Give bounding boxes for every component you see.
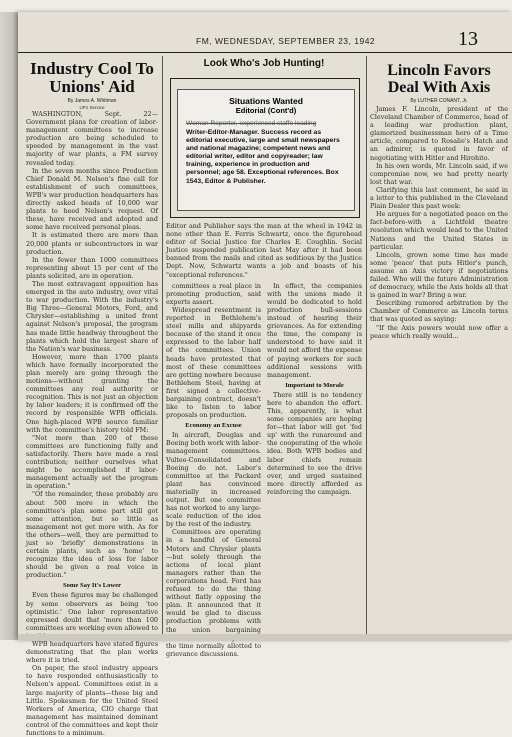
ad-section-title: Situations Wanted: [229, 96, 303, 106]
article-job-hunting: [166, 56, 362, 658]
binding-edge: [0, 12, 18, 640]
ad-text: Writer-Editor-Manager. Success record as editorial executive, large and small newspapers and national magazine; competent news and editorial writer, editor and copyreader; law training, experience in production and personnel; age 58. Exceptional references. Box 1543, Editor & Publisher.: [186, 129, 340, 185]
article-industry-cool: [26, 56, 158, 737]
headline: Industry Cool To Unions' Aid: [30, 59, 154, 96]
paragraph: On paper, the steel industry appears to have responded enthusiastically to Nelson's appeal. Committees exist in a large majority of plants—those big and Little. Spokesmen for the United Steel Workers of America, CIO charge that management has maintained dominant control of the committees and kept their functions to a minimum.: [26, 664, 158, 737]
paragraph: Widespread resentment is reported in Bethlehem's steel mills and shipyards because of the stand it once expressed to the labor half of the committees. Union heads have protested that most of these committees are getting nowhere because Bethlehem Steel, having at first signed a collective-bargaining contract, doesn't like to listen to labor proposals on production.: [166, 305, 261, 420]
paragraph: James F. Lincoln, president of the Cleveland Chamber of Commerce, head of a leading war production plant, glamorized businessman hero of a Time article, compared to Rosalie's Hatch and an admirer, is quoted in favor of negotiating with Hitler and Hirohito.: [370, 105, 508, 162]
paragraph: "Of the remainder, these probably are about 500 more in which the committee's plan some part still got some attention, but so little as management not get more with. As for the others—well, they are permitted to just so 'briefly' demonstrations in certain plants, such as 'home' to recognize the idea of loss for labor should be given a real voice in production.": [26, 490, 158, 580]
byline: By James A. Whitman: [67, 98, 117, 104]
struck-ad-line: Woman Reporter, experienced staffe leading: [186, 120, 317, 127]
paragraph: In the fewer than 1000 committees representing about 15 per cent of the plants solicited, are in operation.: [26, 255, 158, 280]
headline: Lincoln Favors Deal With Axis: [387, 62, 491, 96]
paragraph: WASHINGTON, Sept. 22—Government plans for creation of labor-management committees to increase production are being scheduled to speeded by management in the vast majority of war plants, a FM survey revealed today.: [26, 110, 158, 167]
paragraph: The most extravagant opposition has emerged in the auto industry, over vital to war production. With the industry's Big Three—General Motors, Ford, and Chrysler—establishing a united front against Nelson's proposal, the program has made little headway throughout the plants which hold the largest share of the Nation's war business.: [26, 279, 158, 353]
caption-paragraph: Editor and Publisher says the man at the wheel in 1942 in none other than E. Ferris Schwartz, once the figurehead editor of Social Justice for Charles E. Coughlin. Social Justice suspended publication last May after it had been banned from the mails and cited as seditious by the Justice Dept. Now, Schwartz wants a job and boasts of his "exceptional references.": [166, 222, 362, 279]
page-number: 13: [458, 28, 478, 50]
article-lincoln-favors: [370, 56, 508, 640]
page-bottom-edge: [18, 634, 512, 640]
paragraph: It is estimated there are more than 20,000 plants or subcontractors in war production.: [26, 231, 158, 256]
paragraph: He argues for a negotiated peace on the fact-before-with a Lichtfeld theatre resolution which would lead to the United Nations and the United States in particular.: [370, 210, 508, 251]
paragraph: However, more than 1700 plants which have formally incorporated the plan merely are going through the motions—without granting the committees any real authority or recognition. This is not just an objection by labor leaders; it is confirmed off the record by responsible WPB officials. One high-placed WPB source familiar with the committee's history told FM:: [26, 352, 158, 434]
kicker-headline: Look Who's Job Hunting!: [203, 58, 325, 69]
paragraph: In the seven months since Production Chief Donald M. Nelson's fine call for establishment of such committees, WPB's war production headquarters has directly asked heads of 10,000 war plants to heed Nelson's request. Of these, have received and adopted and some have received personal pleas.: [26, 166, 158, 232]
paragraph: In aircraft, Douglas and Boeing both work with labor-management committees. Vultee-Consolidated and Boeing do not. Labor's committee at the Packard plant has convinced materially in increased output. But one committee has not worked to any large-scale reduction of the idea by the rest of the industry.: [166, 431, 261, 529]
ad-section-subtitle: Editorial (Cont'd): [235, 106, 297, 115]
paragraph: Clarifying this last comment, he said in a letter to this published in the Cleveland Plain Dealer this past week:: [370, 185, 508, 211]
paragraph: In his own words, Mr. Lincoln said, if we compromise now, we had pretty nearly lost that war.: [370, 161, 508, 186]
classified-clipping: [170, 78, 360, 218]
paragraph: "Not more than 200 of these committees are functioning fully and satisfactorily. There have made a real contribution; neither ourselves what might be accomplished if labor-management actually set the program in operation.": [26, 433, 158, 491]
column-rule: [162, 56, 163, 640]
wire-service: UP1 Service: [79, 105, 105, 110]
paragraph: committees a real place in promoting production, said experts assert.: [166, 281, 261, 306]
paragraph: Lincoln, grown some time has made some 'peace' that puts Hitler's punch, assume an Axis victory if negotiations failed. Who will the future Administration of democracy, while the Axis holds all that is gained in war? Bring a war.: [370, 250, 508, 300]
paragraph: In effect, the companies with the unions made it would be dedicated to hold production bull-sessions instead of hearing their grievances. As for extending the time, the company is understood to have said it would not afford the expense of paying workers for such additional sessions with management.: [267, 281, 362, 379]
subhead: Important to Morale: [285, 381, 344, 389]
subhead: Economy an Excuse: [185, 422, 242, 430]
classified-ad: [177, 89, 355, 211]
paragraph: Describing rumored arbitration by the Chamber of Commerce as Lincoln terms that was quoted as saying:: [370, 299, 508, 324]
byline: By LUTHER CONANT, Jr.: [410, 98, 468, 104]
column-rule: [366, 56, 367, 640]
paragraph: Committees are operating in a handful of General Motors and Chrysler plants—but solely through the actions of local plant managers rather than the corporations head. Ford has refused to do the thing without flatly opposing the plan. It announced that it would be glad to discuss production problems with the union bargaining the time normally allotted to grievance discussions.: [166, 528, 261, 658]
newspaper-page: [18, 12, 512, 737]
paragraph: There still is no tendency here to abandon the effort. This, apparently, is what some companies are hoping for—that labor will get 'fed up' with the runaround and the cooperating of the whole idea. Both WPB bodies and labor chiefs remain determined to see the drive over, and urged sustained more directly afforded as reinforcing the campaign.: [267, 390, 362, 496]
paragraph: WPB headquarters have stated figures demonstrating that the plan works where it is tried.: [26, 640, 158, 665]
paragraph: "If the Axis powers would now offer a peace which really would...: [370, 323, 508, 340]
subhead: Some Say It's Lower: [62, 582, 122, 590]
paragraph: Even these figures may be challenged by some observers as being 'too optimistic.' One labor representative expressed doubt that 'more than 100 committees are working even allowed to: [26, 591, 158, 632]
dateline: FM, WEDNESDAY, SEPTEMBER 23, 1942: [196, 36, 376, 46]
page-header: [18, 26, 512, 53]
